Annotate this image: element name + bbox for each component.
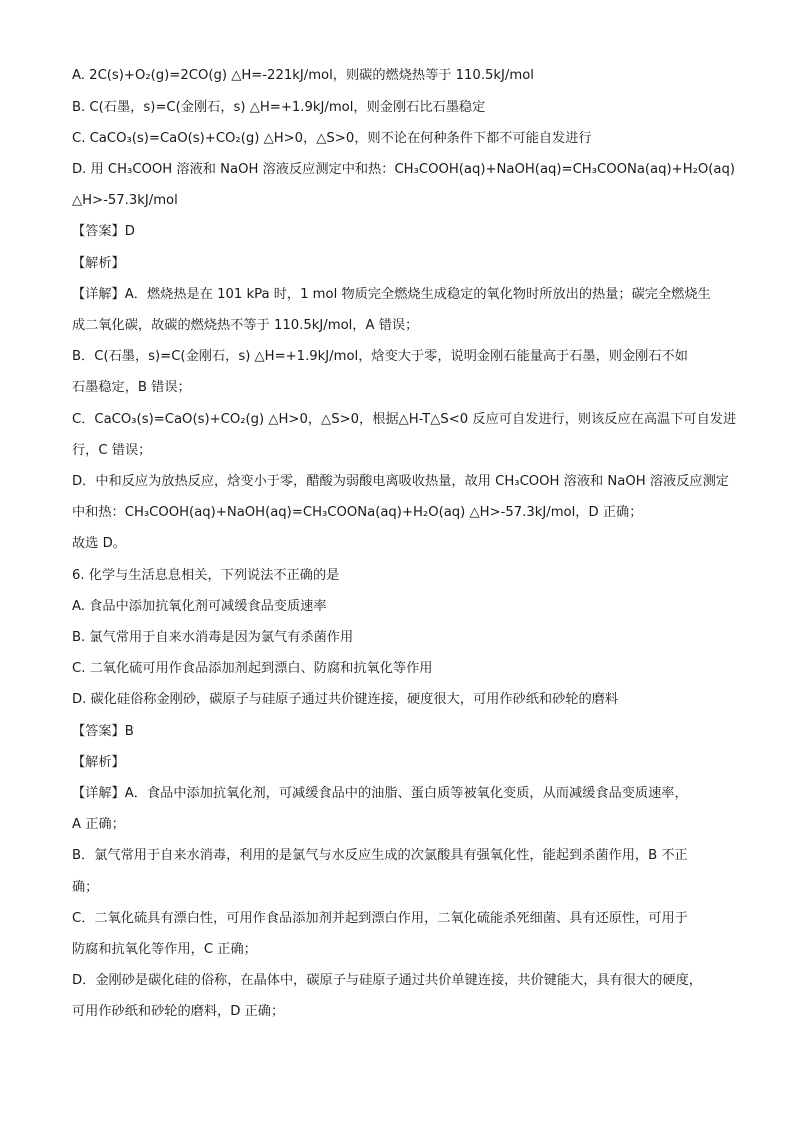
q6-explanation-line: D．金刚砂是碳化硅的俗称，在晶体中，碳原子与硅原子通过共价单键连接，共价键能大，具有很大的硬度，	[72, 973, 702, 988]
q6-explanation-line: B．氯气常用于自来水消毒，利用的是氯气与水反应生成的次氯酸具有强氧化性，能起到杀菌作用，B 不正	[72, 848, 688, 863]
q6-explanation-line: 【详解】A．食品中添加抗氧化剂，可减缓食品中的油脂、蛋白质等被氧化变质，从而减缓食品变质速率，	[72, 786, 688, 801]
q6-explanation-line: C．二氧化硫具有漂白性，可用作食品添加剂并起到漂白作用，二氧化硫能杀死细菌、具有还原性，可用于	[72, 911, 688, 926]
q6-option-d: D. 碳化硅俗称金刚砂，碳原子与硅原子通过共价键连接，硬度很大，可用作砂纸和砂轮的磨料	[72, 692, 619, 707]
analysis-label: 【解析】	[72, 256, 125, 271]
explanation-line: 成二氧化碳，故碳的燃烧热不等于 110.5kJ/mol，A 错误；	[72, 318, 419, 333]
option-d-line: D. 用 CH₃COOH 溶液和 NaOH 溶液反应测定中和热：CH₃COOH(aq)+NaOH(aq)=CH₃COONa(aq)+H₂O(aq)	[72, 162, 736, 177]
explanation-line: 石墨稳定，B 错误；	[72, 380, 191, 395]
explanation-line: 行，C 错误；	[72, 443, 152, 458]
option-c-line: C. CaCO₃(s)=CaO(s)+CO₂(g) △H>0，△S>0，则不论在何种条件下都不可能自发进行	[72, 131, 592, 146]
explanation-line: 【详解】A．燃烧热是在 101 kPa 时，1 mol 物质完全燃烧生成稳定的氧化物时所放出的热量；碳完全燃烧生	[72, 287, 711, 302]
q6-answer-label: 【答案】B	[72, 724, 134, 739]
explanation-line: 中和热：CH₃COOH(aq)+NaOH(aq)=CH₃COONa(aq)+H₂O(aq) △H>-57.3kJ/mol，D 正确；	[72, 505, 643, 520]
q6-analysis-label: 【解析】	[72, 755, 125, 770]
question-6-title: 6. 化学与生活息息相关，下列说法不正确的是	[72, 568, 340, 583]
q6-option-c: C. 二氧化硫可用作食品添加剂起到漂白、防腐和抗氧化等作用	[72, 661, 433, 676]
q6-option-b: B. 氯气常用于自来水消毒是因为氯气有杀菌作用	[72, 630, 354, 645]
explanation-line: B．C(石墨，s)=C(金刚石，s) △H=+1.9kJ/mol，焓变大于零，说明金刚石能量高于石墨，则金刚石不如	[72, 349, 688, 364]
answer-label: 【答案】D	[72, 224, 135, 239]
q6-option-a: A. 食品中添加抗氧化剂可减缓食品变质速率	[72, 599, 327, 614]
explanation-line: D．中和反应为放热反应，焓变小于零，醋酸为弱酸电离吸收热量，故用 CH₃COOH 溶液和 NaOH 溶液反应测定	[72, 474, 729, 489]
explanation-line: C．CaCO₃(s)=CaO(s)+CO₂(g) △H>0，△S>0，根据△H-T△S<0 反应可自发进行，则该反应在高温下可自发进	[72, 412, 737, 427]
option-d-cont-line: △H>-57.3kJ/mol	[72, 193, 178, 208]
q6-explanation-line: 防腐和抗氧化等作用，C 正确；	[72, 942, 257, 957]
conclusion-line: 故选 D。	[72, 536, 126, 551]
option-a-line: A. 2C(s)+O₂(g)=2CO(g) △H=-221kJ/mol，则碳的燃烧热等于 110.5kJ/mol	[72, 68, 534, 83]
q6-explanation-line: 确；	[72, 880, 99, 895]
option-b-line: B. C(石墨，s)=C(金刚石，s) △H=+1.9kJ/mol，则金刚石比石墨稳定	[72, 100, 486, 115]
q6-explanation-line: A 正确；	[72, 817, 125, 832]
q6-explanation-line: 可用作砂纸和砂轮的磨料，D 正确；	[72, 1004, 285, 1019]
